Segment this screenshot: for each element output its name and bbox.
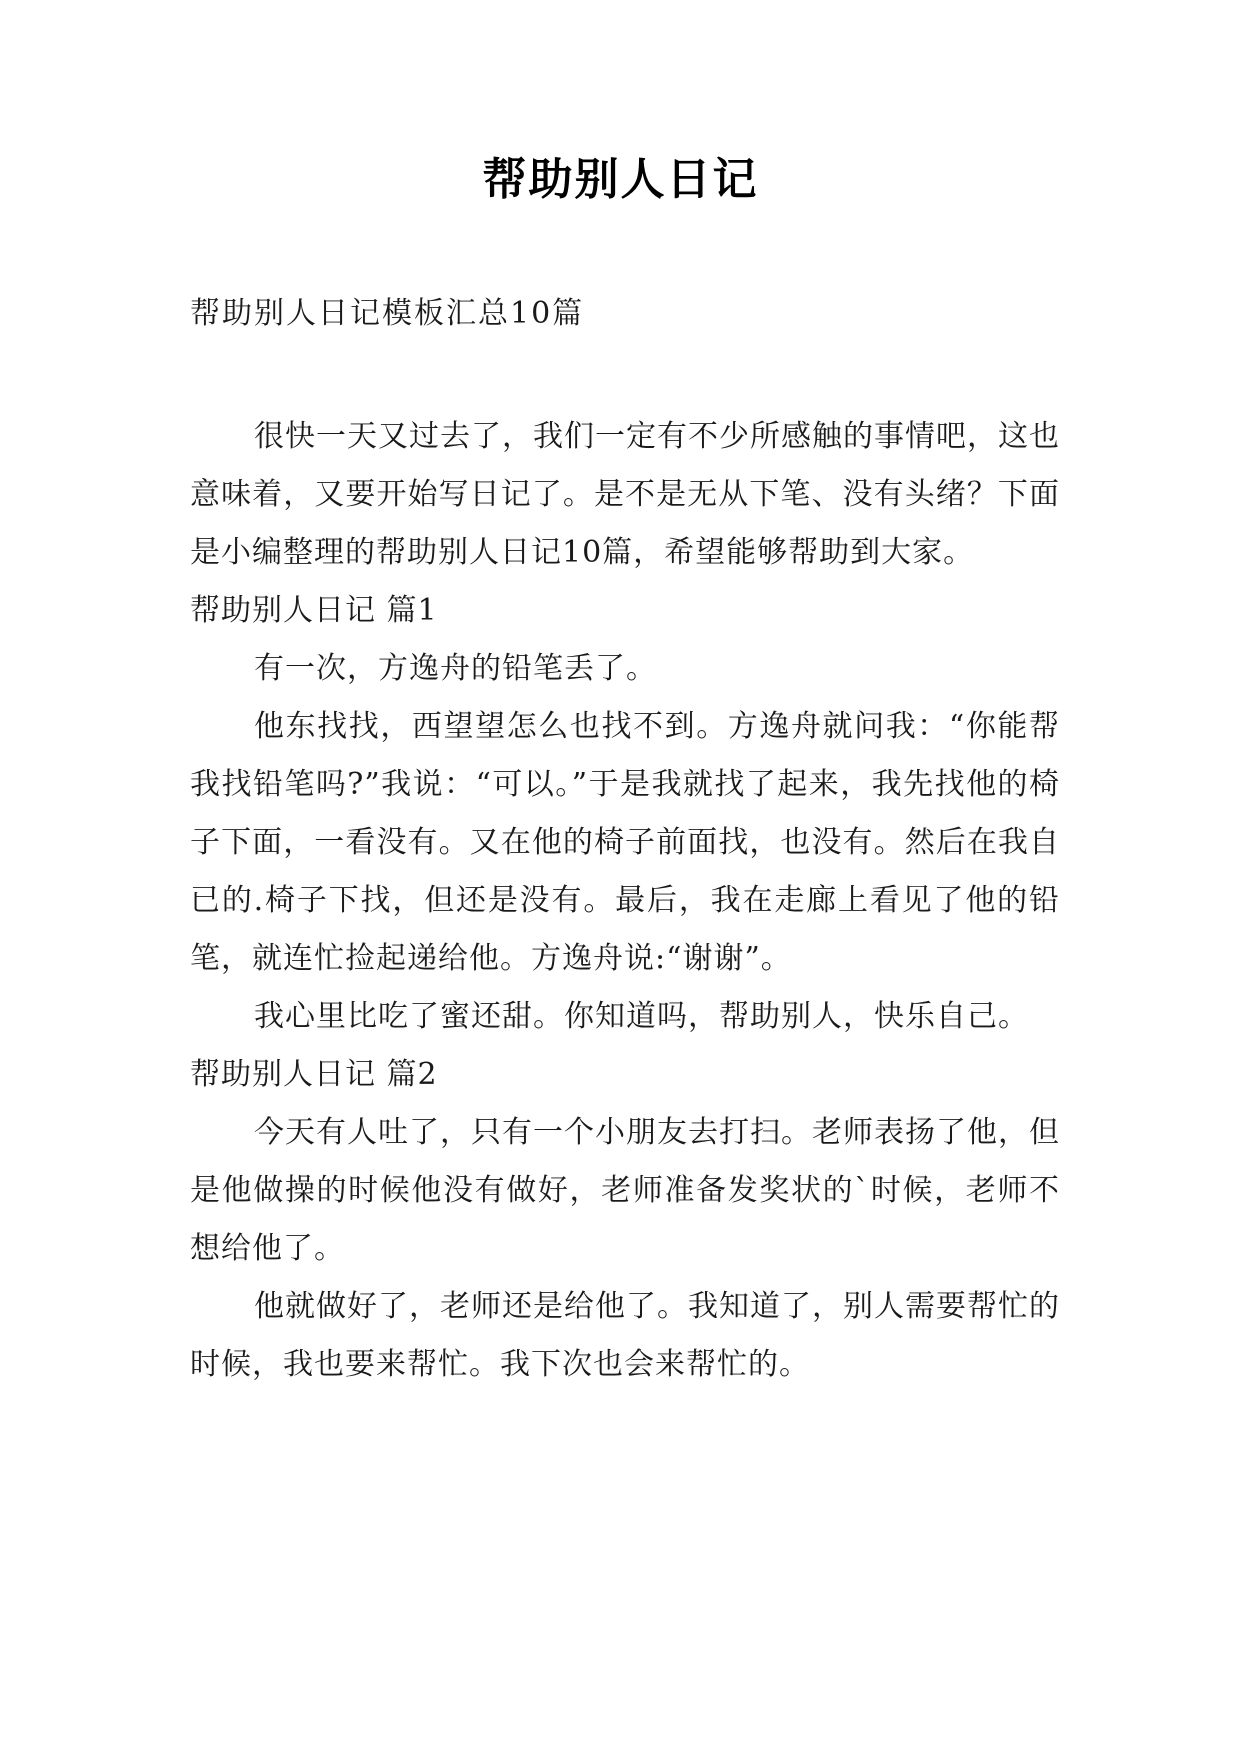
section-1-paragraph: 他东找找，西望望怎么也找不到。方逸舟就问我：“你能帮我找铅笔吗?”我说：“可以。”于是我就找了起来，我先找他的椅子下面，一看没有。又在他的椅子前面找，也没有。然后在我自已的.椅子下找，但还是没有。最后，我在走廊上看见了他的铅笔，就连忙捡起递给他。方逸舟说:“谢谢”。 xyxy=(190,709,1060,976)
section-2-paragraph: 他就做好了，老师还是给他了。我知道了，别人需要帮忙的时候，我也要来帮忙。我下次也会来帮忙的。 xyxy=(190,1289,1060,1382)
document-body xyxy=(190,408,1060,1394)
intro-paragraph: 很快一天又过去了，我们一定有不少所感触的事情吧，这也意味着，又要开始写日记了。是不是无从下笔、没有头绪？下面是小编整理的帮助别人日记10篇，希望能够帮助到大家。 xyxy=(190,419,1060,570)
section-1-paragraph: 有一次，方逸舟的铅笔丢了。 xyxy=(254,651,657,686)
page-title: 帮助别人日记 xyxy=(482,154,759,205)
section-2-paragraph: 今天有人吐了，只有一个小朋友去打扫。老师表扬了他，但是他做操的时候他没有做好，老师准备发奖状的`时候，老师不想给他了。 xyxy=(190,1115,1060,1266)
document-subtitle: 帮助别人日记模板汇总10篇 xyxy=(190,296,585,331)
section-heading-1: 帮助别人日记 篇1 xyxy=(190,593,438,628)
section-heading-2: 帮助别人日记 篇2 xyxy=(190,1057,438,1092)
section-1-paragraph: 我心里比吃了蜜还甜。你知道吗，帮助别人，快乐自己。 xyxy=(254,999,1029,1034)
